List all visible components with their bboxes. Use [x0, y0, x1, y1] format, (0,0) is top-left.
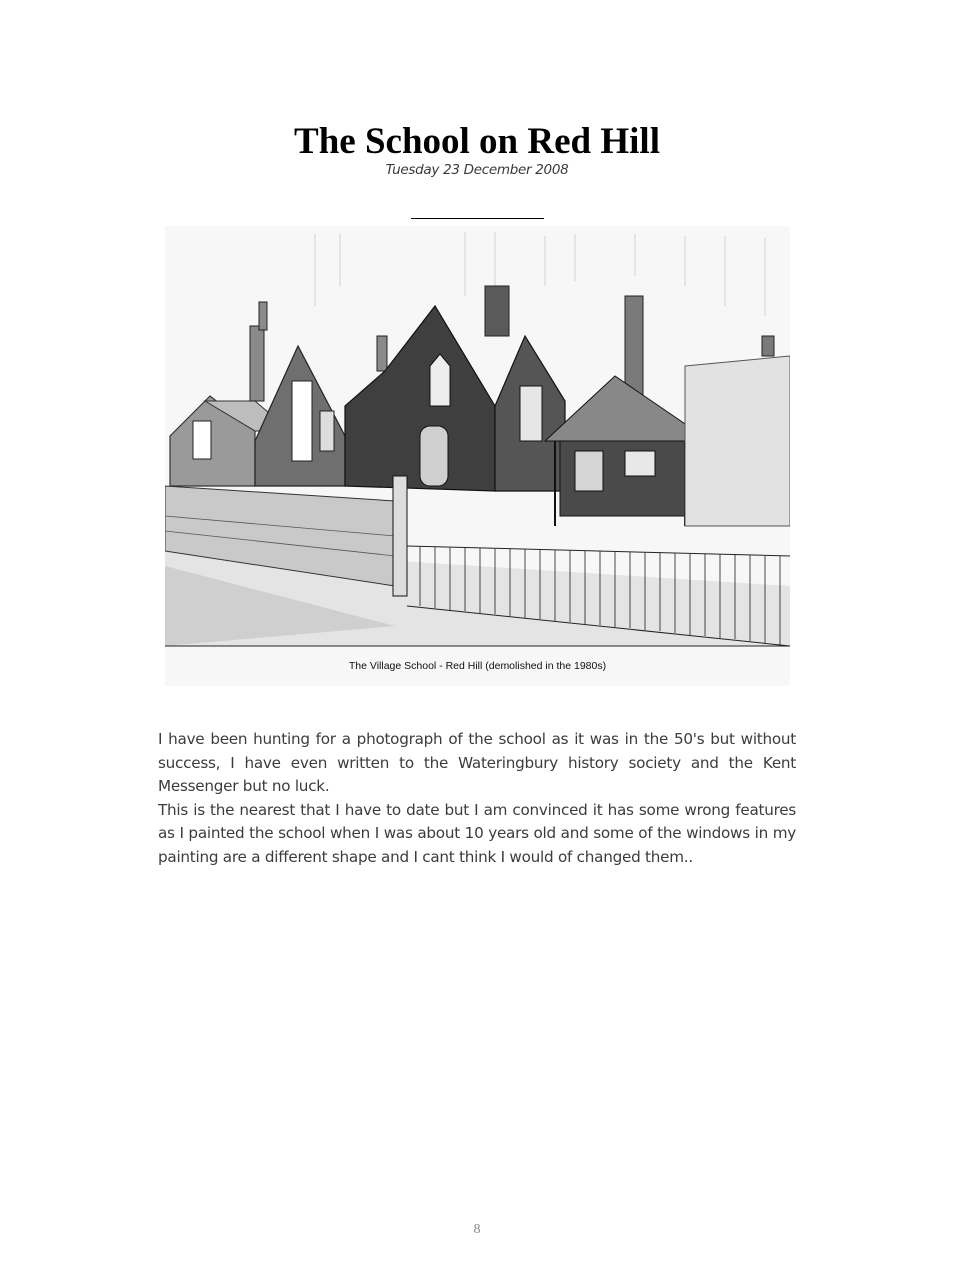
- school-sketch-image: [165, 226, 790, 686]
- paragraph: I have been hunting for a photograph of the school as it was in the 50's but without success, I have even written to the Wateringbury history society and the Kent Messenger but no luck.: [158, 730, 796, 795]
- article-body: [158, 728, 796, 869]
- paragraph: This is the nearest that I have to date but I am convinced it has some wrong features as I painted the school when I was about 10 years old and some of the windows in my painting are a different shape and I cant think I would of changed them..: [158, 800, 796, 866]
- page-number: 8: [473, 1222, 481, 1237]
- figure-caption: The Village School - Red Hill (demolished in the 1980s): [348, 660, 607, 672]
- page-title: The School on Red Hill: [294, 121, 660, 162]
- post-date: Tuesday 23 December 2008: [385, 162, 569, 178]
- title-divider: [411, 218, 544, 219]
- school-sketch-figure: [165, 226, 790, 686]
